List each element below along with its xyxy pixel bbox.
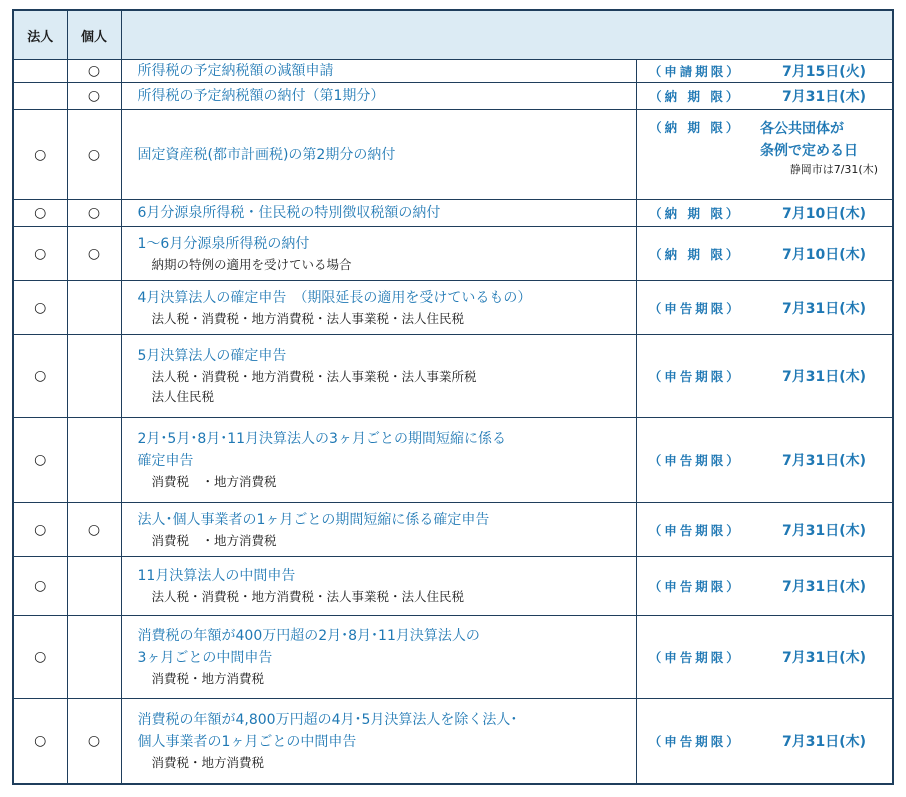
- deadline-date: 7月15日(火): [754, 60, 893, 83]
- item-title: 固定資産税(都市計画税)の第2期分の納付: [137, 146, 396, 163]
- kojin-mark: [67, 281, 121, 335]
- table-row: [13, 83, 893, 110]
- table-row: [13, 110, 893, 200]
- table-row: [13, 418, 893, 503]
- item-cell: [121, 699, 636, 785]
- deadline-label: （申告期限）: [636, 281, 754, 335]
- item-title: 法人･個人事業者の1ヶ月ごとの期間短縮に係る確定申告: [137, 511, 490, 528]
- table-row: [13, 200, 893, 227]
- deadline-date: 7月31日(木): [754, 699, 893, 785]
- deadline-date: 7月10日(木): [754, 200, 893, 227]
- deadline-label: （申告期限）: [636, 557, 754, 616]
- hojin-mark: ○: [13, 281, 67, 335]
- deadline-label: （申告期限）: [636, 699, 754, 785]
- deadline-label: （申請期限）: [636, 60, 754, 83]
- header-hojin: 法人: [13, 10, 67, 60]
- item-cell: [121, 418, 636, 503]
- item-cell: [121, 83, 636, 110]
- hojin-mark: ○: [13, 503, 67, 557]
- hojin-mark: ○: [13, 616, 67, 699]
- item-subtext: 法人税・消費税・地方消費税・法人事業税・法人事業所税: [151, 369, 477, 384]
- deadline-date: 7月31日(木): [754, 418, 893, 503]
- kojin-mark: ○: [67, 83, 121, 110]
- deadline-label: （申告期限）: [636, 503, 754, 557]
- item-title: 6月分源泉所得税・住民税の特別徴収税額の納付: [137, 205, 441, 221]
- item-subtext: 消費税 ・地方消費税: [151, 474, 277, 489]
- kojin-mark: [67, 418, 121, 503]
- deadline-date-line: 各公共団体が: [760, 121, 844, 137]
- table-row: [13, 557, 893, 616]
- deadline-label: （申告期限）: [636, 418, 754, 503]
- item-cell: [121, 60, 636, 83]
- header-blank: [121, 10, 893, 60]
- kojin-mark: [67, 557, 121, 616]
- hojin-mark: ○: [13, 227, 67, 281]
- deadline-date: 7月31日(木): [754, 335, 893, 418]
- deadline-date: 7月31日(木): [754, 83, 893, 110]
- item-title: 所得税の予定納税額の納付（第1期分）: [137, 88, 385, 104]
- item-title: 11月決算法人の中間申告: [137, 568, 296, 584]
- item-cell: [121, 557, 636, 616]
- table-row: [13, 699, 893, 785]
- kojin-mark: [67, 335, 121, 418]
- item-title: 消費税の年額が400万円超の2月･8月･11月決算法人の: [137, 628, 480, 644]
- table-row: [13, 616, 893, 699]
- hojin-mark: ○: [13, 110, 67, 200]
- table-row: [13, 503, 893, 557]
- schedule-table-wrapper: [12, 9, 892, 785]
- item-subtext: 法人住民税: [151, 389, 215, 404]
- header-kojin: 個人: [67, 10, 121, 60]
- deadline-date-line: 条例で定める日: [760, 143, 858, 159]
- table-row: [13, 335, 893, 418]
- item-cell: [121, 616, 636, 699]
- hojin-mark: ○: [13, 200, 67, 227]
- item-title: 2月･5月･8月･11月決算法人の3ヶ月ごとの期間短縮に係る: [137, 431, 506, 447]
- hojin-mark: ○: [13, 557, 67, 616]
- hojin-mark: [13, 60, 67, 83]
- item-subtext: 消費税・地方消費税: [151, 671, 265, 686]
- item-title: 所得税の予定納税額の減額申請: [137, 63, 334, 79]
- deadline-date: 7月31日(木): [754, 503, 893, 557]
- item-subtext: 法人税・消費税・地方消費税・法人事業税・法人住民税: [151, 589, 465, 604]
- kojin-mark: ○: [67, 503, 121, 557]
- item-title: 確定申告: [137, 453, 194, 469]
- kojin-mark: ○: [67, 227, 121, 281]
- deadline-label: （申告期限）: [636, 616, 754, 699]
- kojin-mark: ○: [67, 60, 121, 83]
- deadline-note: 静岡市は7/31(木): [789, 163, 878, 176]
- item-cell: [121, 281, 636, 335]
- item-cell: [121, 227, 636, 281]
- deadline-date: 7月10日(木): [754, 227, 893, 281]
- item-cell: [121, 200, 636, 227]
- header-row: [13, 10, 893, 60]
- deadline-date: 7月31日(木): [754, 616, 893, 699]
- item-cell: [121, 335, 636, 418]
- item-title: 5月決算法人の確定申告: [137, 348, 287, 364]
- deadline-label: （納 期 限）: [636, 227, 754, 281]
- kojin-mark: ○: [67, 699, 121, 785]
- deadline-label: （納 期 限）: [636, 110, 754, 200]
- item-title: 4月決算法人の確定申告 （期限延長の適用を受けているもの）: [137, 289, 532, 306]
- deadline-date: 7月31日(木): [754, 557, 893, 616]
- hojin-mark: [13, 83, 67, 110]
- kojin-mark: [67, 616, 121, 699]
- item-title: 個人事業者の1ヶ月ごとの中間申告: [137, 734, 357, 750]
- deadline-label: （申告期限）: [636, 335, 754, 418]
- item-subtext: 納期の特例の適用を受けている場合: [151, 256, 352, 272]
- kojin-mark: ○: [67, 110, 121, 200]
- deadline-date: 7月31日(木): [754, 281, 893, 335]
- item-cell: [121, 503, 636, 557]
- hojin-mark: ○: [13, 418, 67, 503]
- item-cell: [121, 110, 636, 200]
- table-row: [13, 281, 893, 335]
- item-subtext: 法人税・消費税・地方消費税・法人事業税・法人住民税: [151, 310, 465, 326]
- deadline-label: （納 期 限）: [636, 83, 754, 110]
- item-title: 3ヶ月ごとの中間申告: [137, 650, 273, 666]
- table-row: [13, 227, 893, 281]
- item-title: 消費税の年額が4,800万円超の4月･5月決算法人を除く法人･: [137, 712, 518, 728]
- hojin-mark: ○: [13, 335, 67, 418]
- tax-schedule-table: [12, 9, 894, 785]
- kojin-mark: ○: [67, 200, 121, 227]
- item-subtext: 消費税 ・地方消費税: [151, 532, 277, 548]
- table-row: [13, 60, 893, 83]
- deadline-date: [754, 110, 893, 200]
- deadline-label: （納 期 限）: [636, 200, 754, 227]
- item-title: 1～6月分源泉所得税の納付: [137, 235, 310, 252]
- hojin-mark: ○: [13, 699, 67, 785]
- item-subtext: 消費税・地方消費税: [151, 755, 265, 770]
